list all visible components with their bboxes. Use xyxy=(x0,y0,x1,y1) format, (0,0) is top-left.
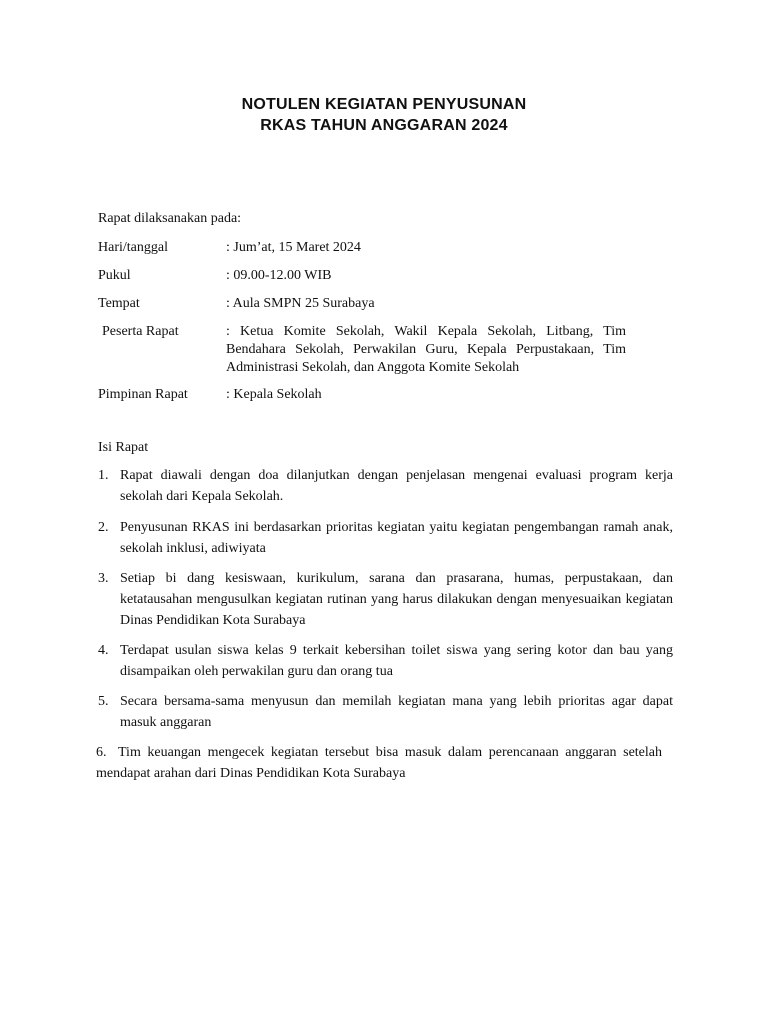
list-item xyxy=(98,568,673,631)
list-item-text: Rapat diawali dengan doa dilanjutkan dengan penjelasan mengenai evaluasi program kerja sekolah dari Kepala Sekolah. xyxy=(120,468,673,504)
info-value: : 09.00-12.00 WIB xyxy=(226,268,332,283)
list-item-text: Tim keuangan mengecek kegiatan tersebut bisa masuk dalam perencanaan anggaran setelah mendapat arahan dari Dinas Pendidikan Kota Surabaya xyxy=(96,745,662,781)
list-item xyxy=(98,640,673,682)
info-value: : Jum’at, 15 Maret 2024 xyxy=(226,240,361,255)
list-item-number: 4. xyxy=(98,643,109,658)
list-item-number: 5. xyxy=(98,694,109,709)
list-item-text: Secara bersama-sama menyusun dan memilah kegiatan mana yang lebih prioritas agar dapat masuk anggaran xyxy=(120,694,673,730)
list-item-number: 1. xyxy=(98,468,109,483)
title-line-2: RKAS TAHUN ANGGARAN 2024 xyxy=(260,117,508,134)
list-item xyxy=(98,465,673,507)
info-label: Tempat xyxy=(98,296,140,311)
list-item-number: 6. xyxy=(96,745,107,760)
list-item-text: Setiap bi dang kesiswaan, kurikulum, sarana dan prasarana, humas, perpustakaan, dan ketatausahan mengusulkan kegiatan rutinan yang harus dilakukan dengan menyesuaikan kegiatan Dinas Pendidikan Kota Surabaya xyxy=(120,571,673,628)
info-label: Hari/tanggal xyxy=(98,240,168,255)
info-label: Pukul xyxy=(98,268,131,283)
info-value: : Kepala Sekolah xyxy=(226,387,322,402)
info-value: : Ketua Komite Sekolah, Wakil Kepala Sekolah, Litbang, Tim Bendahara Sekolah, Perwakilan Guru, Kepala Perpustakaan, Tim Administrasi Sekolah, dan Anggota Komite Sekolah xyxy=(226,324,626,375)
list-item-number: 3. xyxy=(98,571,109,586)
list-item-text: Terdapat usulan siswa kelas 9 terkait kebersihan toilet siswa yang sering kotor dan bau yang disampaikan oleh perwakilan guru dan orang tua xyxy=(120,643,673,679)
section-title: Isi Rapat xyxy=(98,440,149,455)
info-label: Pimpinan Rapat xyxy=(98,387,188,402)
info-value: : Aula SMPN 25 Surabaya xyxy=(226,296,375,311)
info-label: Peserta Rapat xyxy=(102,324,179,339)
list-item xyxy=(98,517,673,559)
title-line-1: NOTULEN KEGIATAN PENYUSUNAN xyxy=(241,96,527,113)
document-title xyxy=(0,94,768,136)
intro-text: Rapat dilaksanakan pada: xyxy=(98,211,242,226)
list-item-text: Penyusunan RKAS ini berdasarkan prioritas kegiatan yaitu kegiatan pengembangan ramah anak, sekolah inklusi, adiwiyata xyxy=(120,520,673,556)
list-item xyxy=(98,691,673,733)
list-item-number: 2. xyxy=(98,520,109,535)
list-item xyxy=(96,742,662,784)
